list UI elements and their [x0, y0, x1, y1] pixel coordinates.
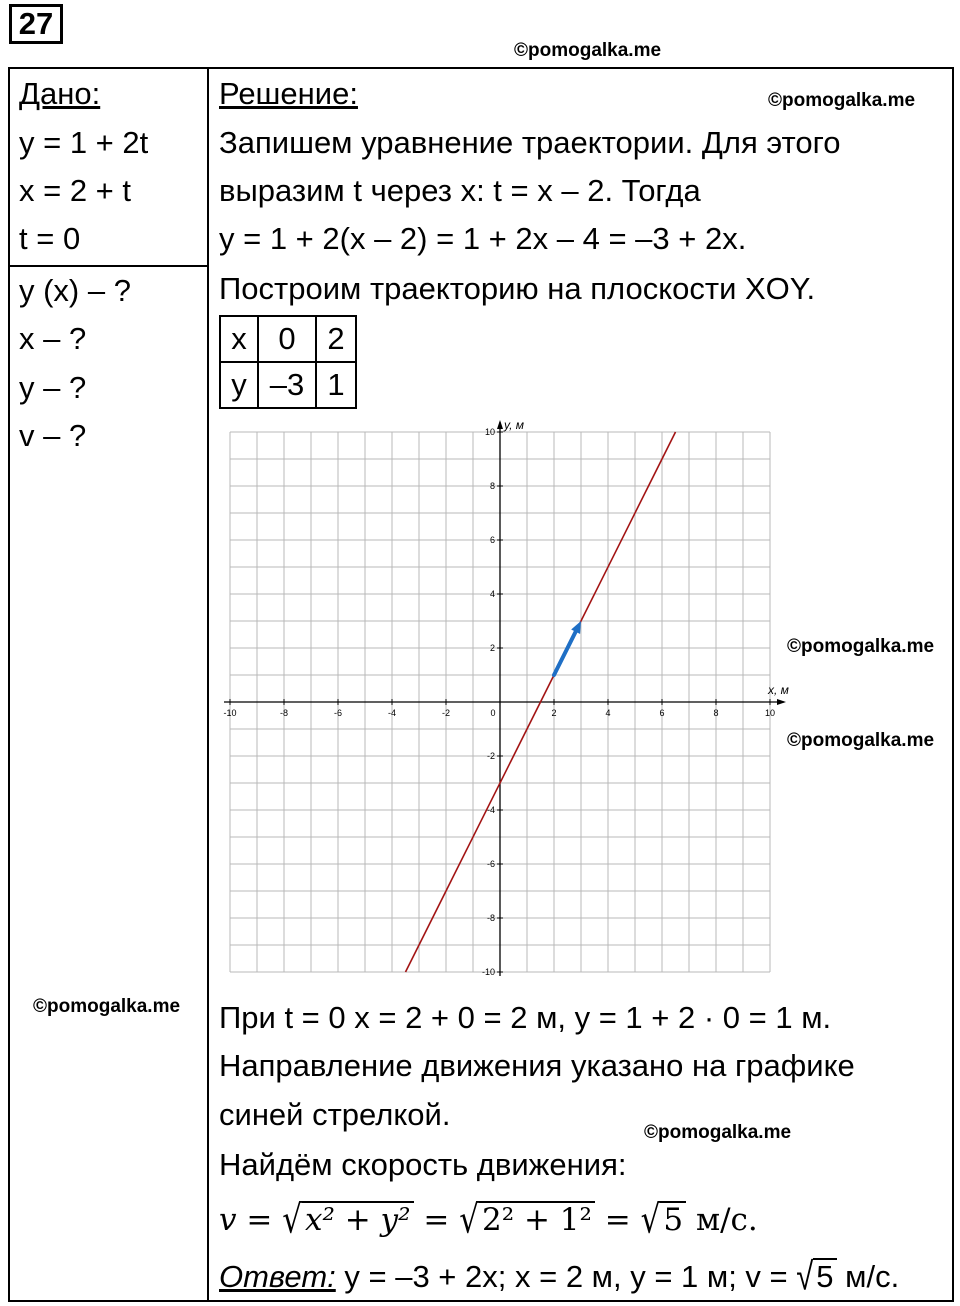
given-label: Дано:	[19, 76, 101, 111]
table-cell: 2	[316, 316, 356, 362]
solution-line: Направление движения указано на графике	[219, 1048, 855, 1083]
x-tick-label: -8	[279, 708, 289, 718]
x-tick-label: 10	[764, 708, 776, 718]
watermark: ©pomogalka.me	[787, 636, 935, 657]
y-tick-label: 6	[489, 535, 495, 545]
solution-line: y = 1 + 2(x – 2) = 1 + 2x – 4 = –3 + 2x.	[219, 221, 747, 256]
x-tick-label: 2	[551, 708, 557, 718]
sqrt-expression: √5	[796, 1258, 836, 1294]
value-table	[219, 315, 357, 409]
y-tick-label: 8	[489, 481, 495, 491]
find-line: v – ?	[19, 418, 87, 453]
problem-number: 27	[9, 4, 63, 44]
sqrt-radicand: 5	[813, 1258, 836, 1294]
answer-text: м/с.	[836, 1259, 900, 1294]
direction-arrow	[554, 632, 576, 675]
table-row	[220, 316, 356, 362]
x-tick-label: 0	[490, 708, 496, 718]
solution-line: выразим t через x: t = x – 2. Тогда	[219, 173, 701, 208]
y-tick-label: 4	[489, 589, 495, 599]
given-find-divider	[8, 265, 209, 267]
find-line: y – ?	[19, 370, 87, 405]
formula-v: v	[219, 1202, 237, 1238]
table-cell: 0	[258, 316, 316, 362]
sqrt-radicand: 2² + 1²	[479, 1201, 595, 1237]
y-tick-label: -2	[486, 751, 495, 761]
y-axis-arrowhead	[497, 420, 503, 429]
sqrt-radicand: x² + y²	[302, 1201, 414, 1237]
y-tick-label: 10	[484, 427, 495, 437]
solution-line: Запишем уравнение траектории. Для этого	[219, 125, 841, 160]
y-tick-label: -4	[486, 805, 495, 815]
x-tick-label: 8	[713, 708, 719, 718]
watermark: ©pomogalka.me	[33, 996, 181, 1017]
column-divider	[207, 67, 209, 1302]
solution-line: При t = 0 x = 2 + 0 = 2 м, y = 1 + 2 · 0 = 1 м.	[219, 1000, 832, 1035]
y-tick-label: -6	[486, 859, 495, 869]
solution-line: Найдём скорость движения:	[219, 1147, 627, 1182]
given-line: t = 0	[19, 221, 81, 256]
watermark: ©pomogalka.me	[514, 40, 662, 61]
y-tick-label: 2	[489, 643, 495, 653]
velocity-formula	[219, 1197, 758, 1243]
solution-line: Построим траекторию на плоскости XOY.	[219, 271, 816, 306]
answer-label: Ответ:	[219, 1259, 336, 1294]
given-line: y = 1 + 2t	[19, 125, 149, 160]
table-row	[220, 362, 356, 408]
table-cell: y	[220, 362, 258, 408]
sqrt-expression: √5	[641, 1200, 687, 1240]
sqrt-expression: √2² + 1²	[459, 1200, 595, 1240]
formula-unit: м/с.	[686, 1202, 758, 1238]
x-axis-label: x, м	[768, 683, 789, 697]
x-tick-label: 6	[659, 708, 665, 718]
watermark: ©pomogalka.me	[644, 1122, 792, 1143]
x-axis-arrowhead	[777, 699, 786, 705]
answer-line	[219, 1254, 900, 1299]
formula-eq: =	[413, 1202, 460, 1238]
x-tick-label: 4	[605, 708, 611, 718]
sqrt-expression: √x² + y²	[282, 1200, 413, 1240]
watermark: ©pomogalka.me	[768, 90, 916, 111]
y-tick-label: -10	[481, 967, 495, 977]
table-cell: 1	[316, 362, 356, 408]
watermark: ©pomogalka.me	[787, 730, 935, 751]
x-tick-label: -2	[441, 708, 451, 718]
y-tick-label: -8	[486, 913, 495, 923]
find-line: y (x) – ?	[19, 273, 131, 308]
table-cell: –3	[258, 362, 316, 408]
formula-eq: =	[236, 1202, 283, 1238]
solution-label: Решение:	[219, 76, 358, 111]
given-line: x = 2 + t	[19, 173, 132, 208]
table-cell: x	[220, 316, 258, 362]
find-line: x – ?	[19, 321, 87, 356]
sqrt-radicand: 5	[660, 1201, 686, 1237]
y-axis-label: y, м	[504, 418, 525, 432]
x-tick-label: -4	[387, 708, 397, 718]
x-tick-label: -10	[223, 708, 237, 718]
trajectory-chart	[212, 414, 792, 984]
answer-text: y = –3 + 2x; x = 2 м, y = 1 м; v =	[335, 1259, 797, 1294]
formula-eq: =	[594, 1202, 641, 1238]
x-tick-label: -6	[333, 708, 343, 718]
solution-line: синей стрелкой.	[219, 1097, 451, 1132]
